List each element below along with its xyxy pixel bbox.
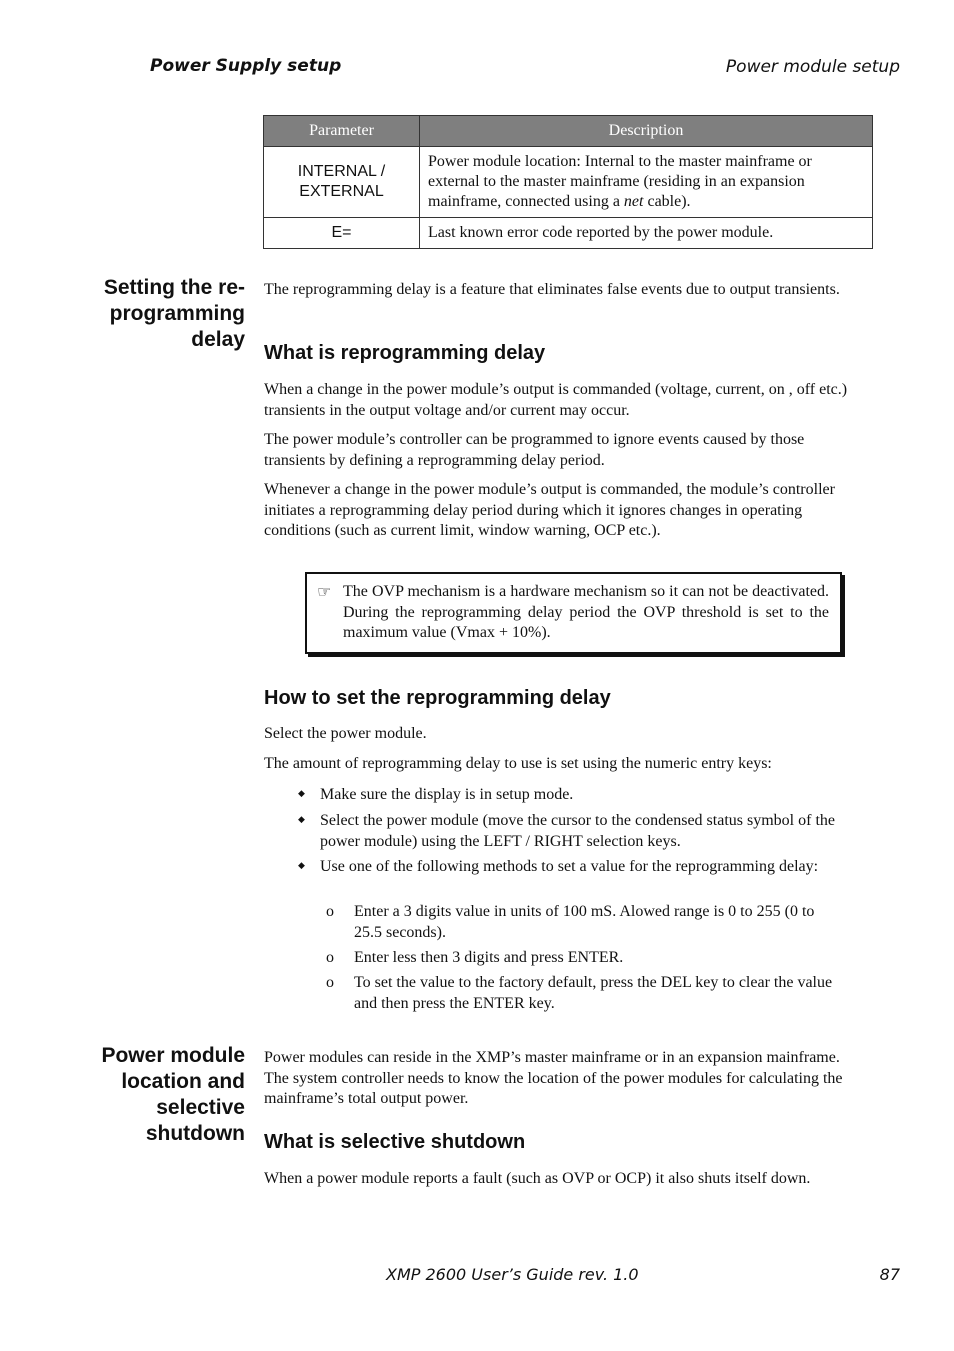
note-text: The OVP mechanism is a hardware mechanism so it can not be deactivated. During the reprogramming delay period the OVP threshold is set to the maximum value (Vmax + 10%). — [343, 583, 829, 641]
running-header-left: Power Supply setup — [150, 56, 342, 76]
paragraph: When a power module reports a fault (such as OVP or OCP) it also shuts itself down. — [264, 1170, 811, 1187]
bullet-diamond-icon: ◆ — [298, 815, 305, 825]
paragraph: Select the power module. — [264, 725, 427, 742]
paragraph: Power modules can reside in the XMP’s master mainframe or in an expansion mainframe. The system controller needs to know the location of the power modules for calculating the mainframe’s total output power. — [264, 1049, 843, 1107]
paragraph: The power module’s controller can be programmed to ignore events caused by those transients by defining a reprogramming delay period. — [264, 431, 805, 469]
parameter-table — [263, 115, 873, 249]
description-text: Last known error code reported by the power module. — [428, 224, 774, 241]
table-row — [264, 147, 873, 218]
table-cell-parameter: INTERNAL / EXTERNAL — [264, 147, 420, 218]
paragraph: When a change in the power module’s output is commanded (voltage, current, on , off etc.) transients in the output voltage and/or current may occur. — [264, 381, 848, 419]
column-header-description: Description — [420, 116, 873, 147]
heading-what-is-selective-shutdown: What is selective shutdown — [264, 1131, 526, 1153]
sub-list-item: To set the value to the factory default, press the DEL key to clear the value and then press the ENTER key. — [354, 974, 833, 1012]
paragraph: The reprogramming delay is a feature that eliminates false events due to output transients. — [264, 281, 840, 298]
note-box — [305, 572, 842, 654]
paragraph: The amount of reprogramming delay to use is set using the numeric entry keys: — [264, 755, 772, 772]
list-item: Select the power module (move the cursor to the condensed status symbol of the power module) using the LEFT / RIGHT selection keys. — [320, 812, 835, 850]
bullet-diamond-icon: ◆ — [298, 789, 305, 799]
table-cell-description — [420, 147, 873, 218]
table-header-row — [264, 116, 873, 147]
column-header-parameter: Parameter — [264, 116, 420, 147]
description-italic-text: net — [623, 193, 644, 210]
table-cell-description — [420, 218, 873, 249]
list-item: Make sure the display is in setup mode. — [320, 786, 574, 803]
bullet-diamond-icon: ◆ — [298, 861, 305, 871]
table-cell-parameter: E= — [264, 218, 420, 249]
footer-title: XMP 2600 User’s Guide rev. 1.0 — [386, 1265, 639, 1284]
pointing-hand-icon: ☞ — [317, 582, 332, 601]
table-row — [264, 218, 873, 249]
section-title-power-module-location: Power module location and selective shutdown — [101, 1044, 245, 1145]
running-header-right: Power module setup — [725, 57, 900, 77]
sub-list-item: Enter less then 3 digits and press ENTER. — [354, 949, 624, 966]
page-number: 87 — [879, 1265, 900, 1284]
sub-list-item: Enter a 3 digits value in units of 100 mS. Alowed range is 0 to 255 (0 to 25.5 seconds). — [354, 903, 815, 941]
section-title-reprogramming-delay: Setting the re-programming delay — [103, 276, 245, 351]
paragraph: Whenever a change in the power module’s output is commanded, the module’s controller initiates a reprogramming delay period during which it ignores changes in operating conditions (such as current limit, window warning, OCP etc.). — [264, 481, 835, 539]
heading-how-to-set-reprogramming-delay: How to set the reprogramming delay — [264, 687, 611, 709]
bullet-circle-icon: o — [326, 974, 334, 991]
list-item: Use one of the following methods to set a value for the reprogramming delay: — [320, 858, 819, 875]
bullet-circle-icon: o — [326, 903, 334, 920]
description-text: cable). — [643, 193, 691, 210]
heading-what-is-reprogramming-delay: What is reprogramming delay — [264, 342, 546, 364]
bullet-circle-icon: o — [326, 949, 334, 966]
description-text: Power module location: Internal to the master mainframe or external to the master mainframe (residing in an expansion mainframe, connected using a — [428, 153, 812, 210]
